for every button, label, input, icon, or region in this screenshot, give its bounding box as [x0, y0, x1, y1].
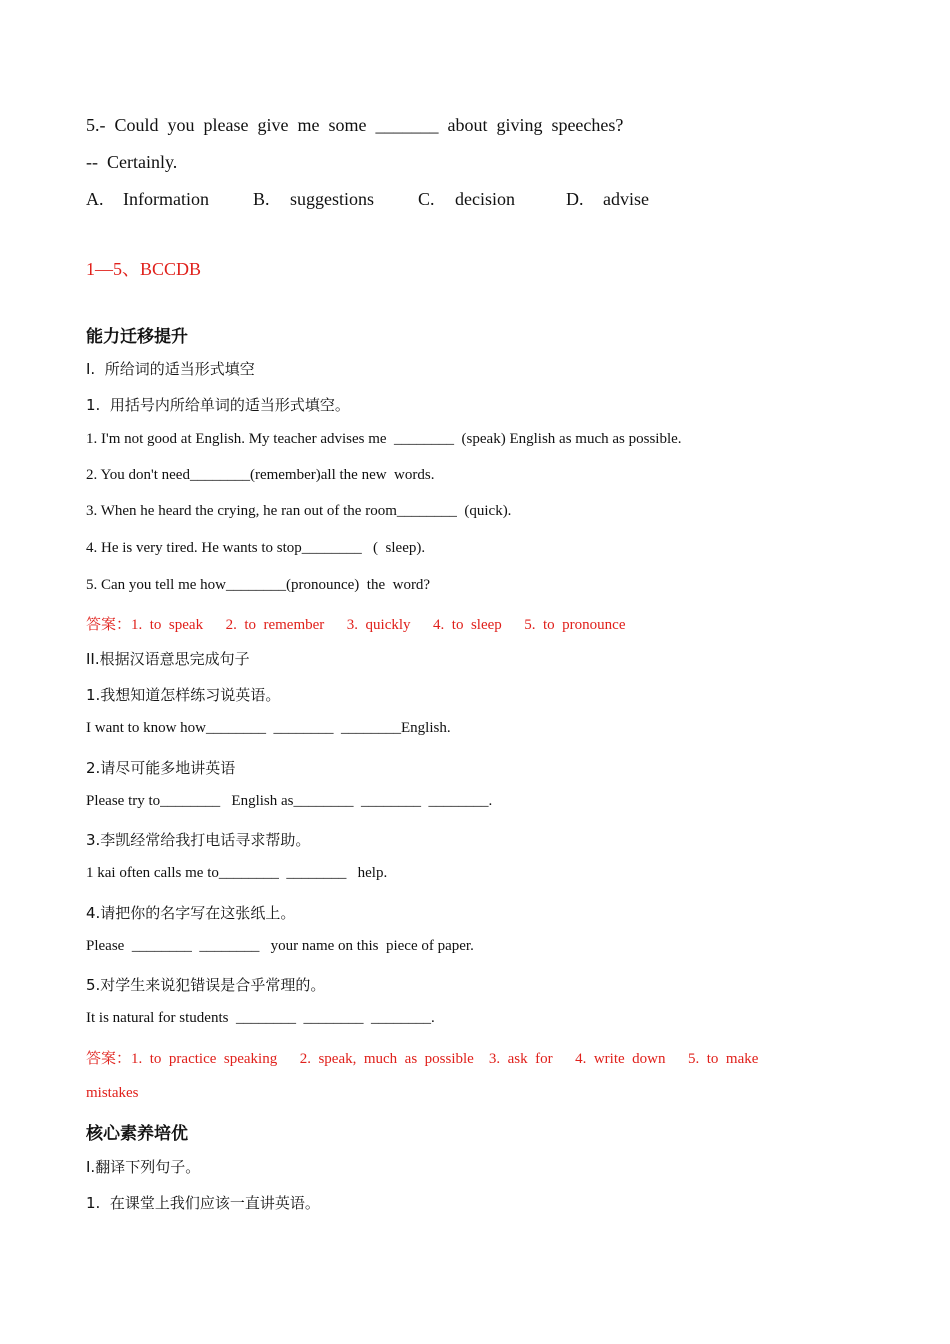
part-i-instruction: 1. 用括号内所给单词的适当形式填空。 — [86, 396, 350, 414]
part-ii-title: II.根据汉语意思完成句子 — [86, 650, 250, 668]
fill-item-4: 4. He is very tired. He wants to stop________ ( sleep). — [86, 540, 426, 556]
answer-part-ii: 答案：1. to practice speaking 2. speak, much as possible 3. ask for 4. write down 5. to make — [86, 1051, 759, 1067]
option-b-letter: B. — [253, 189, 270, 209]
translate-item-1: 1. 在课堂上我们应该一直讲英语。 — [86, 1194, 320, 1212]
question-5: 5.- Could you please give me some _______ about giving speeches? — [86, 115, 624, 135]
fill-item-3: 3. When he heard the crying, he ran out of the room________ (quick). — [86, 503, 512, 519]
translate-zh-3: 3.李凯经常给我打电话寻求帮助。 — [86, 831, 311, 849]
option-c-letter: C. — [418, 189, 435, 209]
answer-part-i: 答案：1. to speak 2. to remember 3. quickly 4. to sleep 5. to pronounce — [86, 617, 626, 633]
section-heading-ability: 能力迁移提升 — [86, 327, 188, 347]
section-heading-core: 核心素养培优 — [86, 1124, 188, 1144]
option-d-letter: D. — [566, 189, 584, 209]
answer-part-ii-cont: mistakes — [86, 1085, 139, 1101]
translate-zh-5: 5.对学生来说犯错误是合乎常理的。 — [86, 976, 326, 994]
option-a-text: Information — [123, 189, 209, 209]
part-i-title: I. 所给词的适当形式填空 — [86, 360, 255, 378]
translate-en-5: It is natural for students ________ ________ ________. — [86, 1010, 435, 1026]
translate-en-1: I want to know how________ ________ ________English. — [86, 720, 451, 736]
translate-zh-4: 4.请把你的名字写在这张纸上。 — [86, 904, 296, 922]
fill-item-1: 1. I'm not good at English. My teacher advises me ________ (speak) English as much as possible. — [86, 431, 682, 447]
question-5-reply: -- Certainly. — [86, 152, 178, 172]
translate-en-4: Please ________ ________ your name on this piece of paper. — [86, 938, 474, 954]
fill-item-2: 2. You don't need________(remember)all the new words. — [86, 467, 435, 483]
translate-en-2: Please try to________ English as________ ________ ________. — [86, 793, 493, 809]
option-a-letter: A. — [86, 189, 104, 209]
option-b-text: suggestions — [290, 189, 375, 209]
fill-item-5: 5. Can you tell me how________(pronounce) the word? — [86, 577, 431, 593]
translate-en-3: 1 kai often calls me to________ ________ help. — [86, 865, 388, 881]
part-i-translate-title: I.翻译下列句子。 — [86, 1158, 201, 1176]
option-c-text: decision — [455, 189, 515, 209]
mcq-answer: 1—5、BCCDB — [86, 259, 202, 279]
translate-zh-1: 1.我想知道怎样练习说英语。 — [86, 686, 281, 704]
translate-zh-2: 2.请尽可能多地讲英语 — [86, 759, 236, 777]
option-d-text: advise — [603, 189, 649, 209]
